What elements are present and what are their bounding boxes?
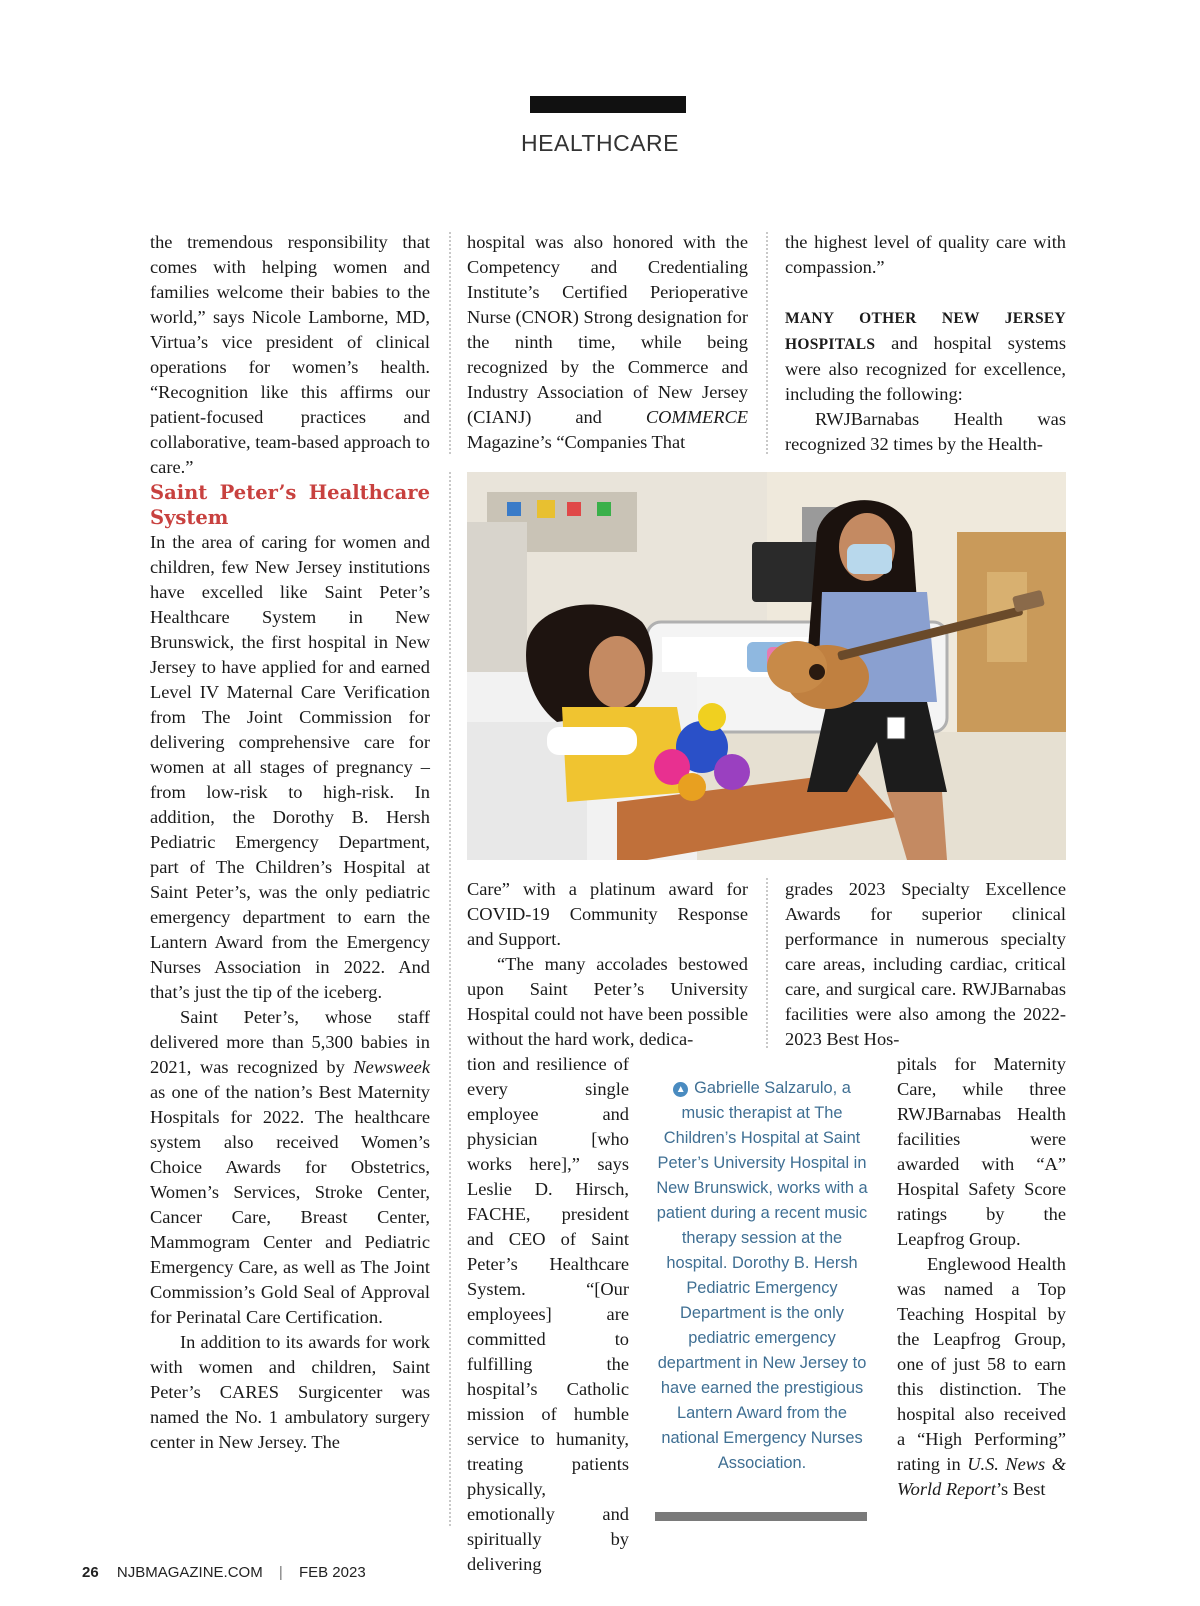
body-paragraph: Saint Peter’s, whose staff delivered more than 5,300 babies in 2021, was recognized by Newsweek as one of the nation’s Best Maternity Hospitals for 2022. The healthcare system also received Women’s Choice Awards for Obstetrics, Women’s Services, Stroke Center, Cancer Care, Breast Center, Mammogram Center and Pediatric Emergency Care, as well as The Joint Commission’s Gold Seal of Approval for Perinatal Care Certification.	[150, 1007, 430, 1327]
article-column-2-top	[467, 230, 748, 455]
section-subheading: Saint Peter’s Healthcare System	[150, 481, 430, 529]
body-paragraph: grades 2023 Specialty Excellence Awards for superior clinical performance in numerous specialty care areas, including cardiac, critical care, and surgical care. RWJBarnabas facilities were also among the 2022-2023 Best Hos-	[785, 879, 1066, 1049]
caption-text: Gabrielle Salzarulo, a music therapist at The Children’s Hospital at Saint Peter’s University Hospital in New Brunswick, works with a patient during a recent music therapy session at the hospital. Dorothy B. Hersh Pediatric Emergency Department is the only pediatric emergency department in New Jersey to have earned the prestigious Lantern Award from the national Emergency Nurses Association.	[656, 1079, 868, 1472]
body-paragraph: MANY OTHER NEW JERSEY HOSPITALS and hospital systems were also recognized for excellence, including the following:	[785, 310, 1066, 404]
body-paragraph: tion and resilience of every single employee and physician [who works here],” says Leslie D. Hirsch, FACHE, president and CEO of Saint Peter’s Healthcare System. “[Our employees] are committed to fulfilling the hospital’s Catholic mission of humble service to humanity, treating patients physically, emotionally and spiritually by delivering	[467, 1054, 629, 1574]
column-divider	[449, 232, 451, 454]
body-paragraph: In the area of caring for women and children, few New Jersey institutions have excelled like Saint Peter’s Healthcare System in New Brunswick, the first hospital in New Jersey to have applied for and earned Level IV Maternal Care Verification from The Joint Commission for delivering comprehensive care for women at all stages of pregnancy – from low-risk to high-risk. In addition, the Dorothy B. Hersh Pediatric Emergency Department, part of The Children’s Hospital at Saint Peter’s, was the only pediatric emergency department to earn the Lantern Award from the Emergency Nurses Association in 2022. And that’s just the tip of the iceberg.	[150, 532, 430, 1002]
photo-caption	[652, 1076, 872, 1476]
body-paragraph: Englewood Health was named a Top Teaching Hospital by the Leapfrog Group, one of just 58 to earn this distinction. The hospital also received a “High Performing” rating in U.S. News & World Report’s Best	[897, 1254, 1066, 1499]
body-paragraph: hospital was also honored with the Competency and Credentialing Institute’s Certified Perioperative Nurse (CNOR) Strong designation for the ninth time, while being recognized by the Commerce and Industry Association of New Jersey (CIANJ) and COMMERCE Magazine’s “Companies That	[467, 232, 748, 452]
site-name: NJBMAGAZINE.COM	[116, 1564, 263, 1581]
body-paragraph: the highest level of quality care with compassion.”	[785, 232, 1066, 277]
article-column-2-middle	[467, 877, 748, 1052]
article-column-1	[150, 230, 430, 1455]
body-paragraph: pitals for Maternity Care, while three RWJBarnabas Health facilities were awarded with “A” Hospital Safety Score ratings by the Leapfrog Group.	[897, 1054, 1066, 1249]
article-column-2-narrow	[467, 1052, 629, 1577]
body-paragraph: RWJBarnabas Health was recognized 32 times by the Health-	[785, 409, 1066, 454]
body-paragraph: In addition to its awards for work with women and children, Saint Peter’s CARES Surgicenter was named the No. 1 ambulatory surgery center in New Jersey. The	[150, 1332, 430, 1452]
section-marker-bar	[530, 96, 686, 113]
article-column-3-top	[785, 230, 1066, 457]
body-paragraph: the tremendous responsibility that comes with helping women and families welcome their babies to the world,” says Nicole Lamborne, MD, Virtua’s vice president of clinical operations for women’s health. “Recognition like this affirms our patient-focused practices and collaborative, team-based approach to care.”	[150, 232, 430, 477]
music-therapy-photo	[467, 472, 1066, 860]
page-footer	[82, 1564, 366, 1581]
lead-in-caps: MANY OTHER NEW JERSEY HOSPITALS	[785, 310, 1066, 353]
column-divider	[766, 232, 768, 454]
article-column-3-middle	[785, 877, 1066, 1052]
column-divider	[449, 472, 451, 1526]
column-divider	[766, 878, 768, 1048]
body-paragraph: Care” with a platinum award for COVID-19 Community Response and Support.	[467, 879, 748, 949]
triangle-up-icon: ▲	[673, 1082, 688, 1097]
article-column-3-narrow	[897, 1052, 1066, 1502]
body-paragraph: “The many accolades bestowed upon Saint Peter’s University Hospital could not have been possible without the hard work, dedica-	[467, 954, 748, 1049]
page-number: 26	[82, 1564, 99, 1581]
footer-divider: |	[278, 1564, 283, 1581]
caption-rule	[655, 1512, 867, 1521]
issue-date: FEB 2023	[298, 1564, 366, 1581]
section-title: HEALTHCARE	[521, 130, 679, 156]
